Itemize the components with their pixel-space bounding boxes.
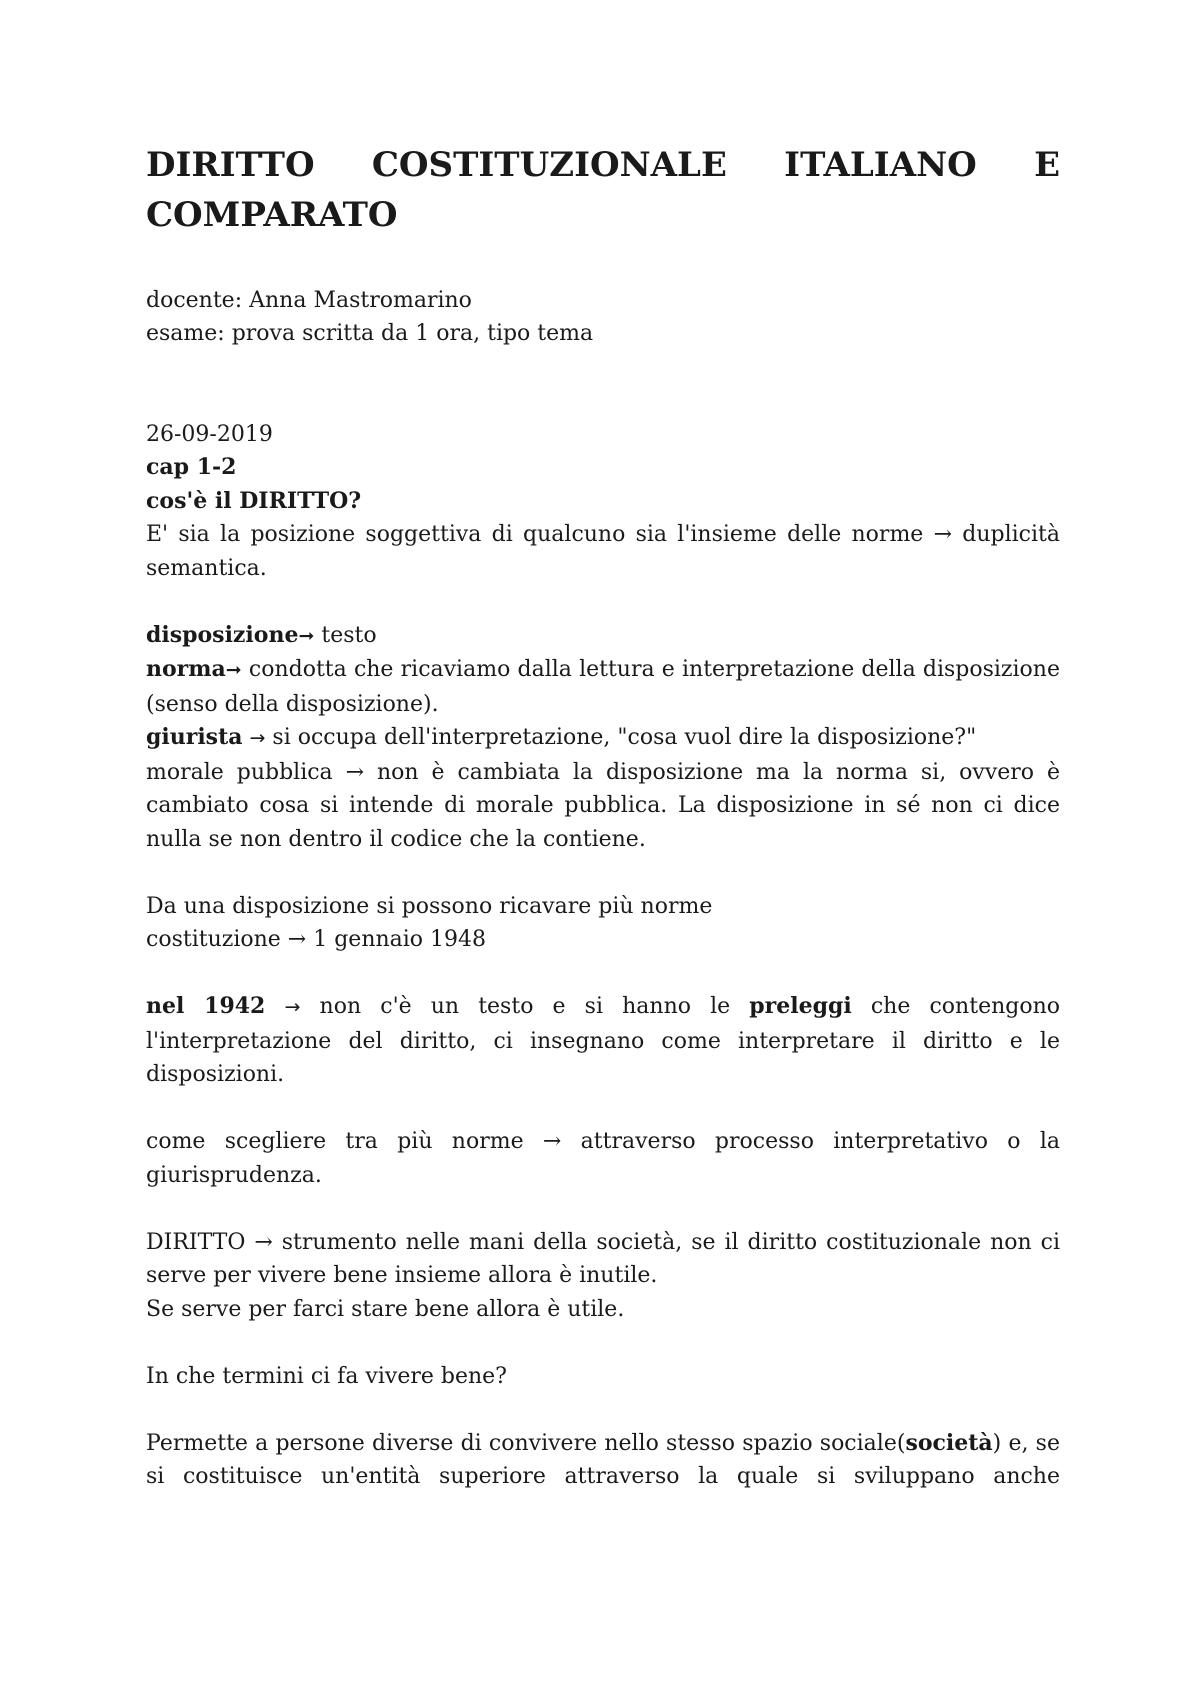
chapter-heading: cap 1-2 bbox=[146, 454, 237, 480]
paragraph-diritto-strumento: DIRITTO → strumento nelle mani della società, se il diritto costituzionale non ci serve per vivere bene insieme allora è inutile. bbox=[146, 1229, 1060, 1288]
arrow-icon: ➞ bbox=[225, 659, 242, 681]
disposizione-term: disposizione bbox=[146, 621, 299, 648]
lesson-date: 26-09-2019 bbox=[146, 421, 273, 447]
societa-term: società bbox=[905, 1429, 993, 1456]
paragraph-costituzione: costituzione → 1 gennaio 1948 bbox=[146, 927, 487, 952]
paragraph-1942: nel 1942 → non c'è un testo e si hanno le preleggi che contengono l'interpretazione del diritto, ci insegnano come interpretare il diritto e le disposizioni. bbox=[146, 993, 1060, 1087]
paragraph-scegliere: come scegliere tra più norme → attraverso processo interpretativo o la giurisprudenza. bbox=[146, 1129, 1060, 1188]
giurista-term: giurista bbox=[146, 724, 243, 750]
document-page bbox=[146, 140, 1060, 1494]
docente-line: docente: Anna Mastromarino bbox=[146, 287, 472, 313]
paragraph-definition: E' sia la posizione soggettiva di qualcuno sia l'insieme delle norme → duplicità semantica. bbox=[146, 522, 1060, 581]
disposizione-line: disposizione➞ testo bbox=[146, 621, 377, 648]
preleggi-term: preleggi bbox=[749, 993, 852, 1019]
esame-line: esame: prova scritta da 1 ora, tipo tema bbox=[146, 321, 594, 346]
paragraph-permette: Permette a persone diverse di convivere nello stesso spazio sociale(società) e, se si costituisce un'entità superiore attraverso la quale si sviluppano anche bbox=[146, 1429, 1060, 1489]
paragraph-da-una: Da una disposizione si possono ricavare più norme bbox=[146, 893, 713, 919]
paragraph-in-che-termini: In che termini ci fa vivere bene? bbox=[146, 1363, 507, 1389]
giurista-line: giurista → si occupa dell'interpretazione, "cosa vuol dire la disposizione?" bbox=[146, 724, 977, 750]
norma-line: norma➞ condotta che ricaviamo dalla lettura e interpretazione della disposizione (senso della disposizione). bbox=[146, 656, 1060, 717]
nel-1942-term: nel 1942 bbox=[146, 993, 266, 1019]
page-title: DIRITTO COSTITUZIONALE ITALIANO E COMPARATO bbox=[146, 145, 1060, 235]
paragraph-se-serve: Se serve per farci stare bene allora è utile. bbox=[146, 1296, 625, 1322]
arrow-icon: → bbox=[284, 996, 301, 1018]
question-heading: cos'è il DIRITTO? bbox=[146, 487, 362, 514]
arrow-icon: ➞ bbox=[298, 624, 315, 647]
paragraph-morale: morale pubblica → non è cambiata la disposizione ma la norma si, ovvero è cambiato cosa si intende di morale pubblica. La disposizione in sé non ci dice nulla se non dentro il codice che la contiene. bbox=[146, 759, 1060, 852]
norma-term: norma bbox=[146, 656, 226, 682]
arrow-icon: → bbox=[249, 727, 266, 749]
